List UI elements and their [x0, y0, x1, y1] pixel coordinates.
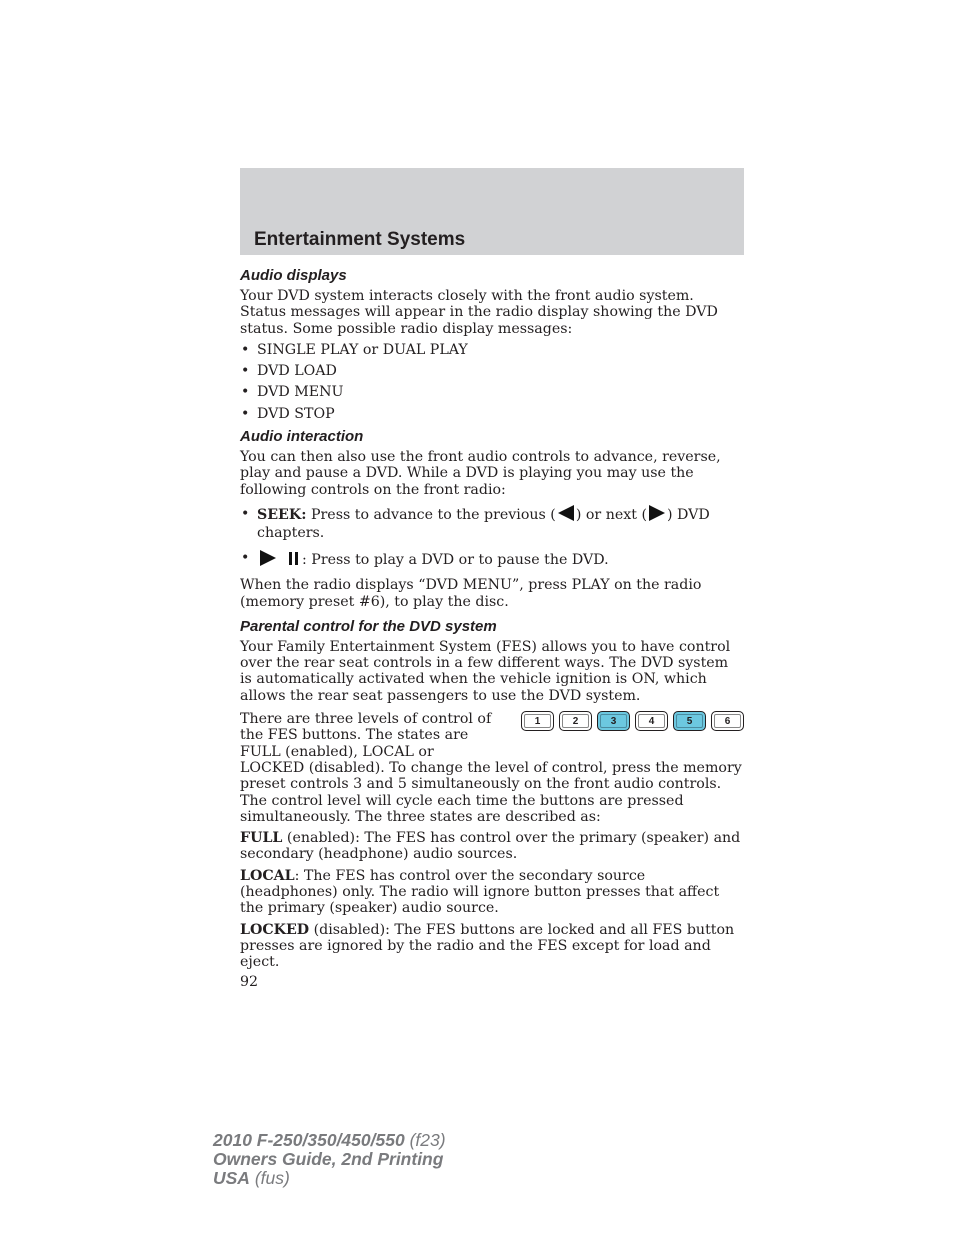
preset-button-5: 5 [673, 711, 706, 731]
next-arrow-icon [649, 505, 665, 521]
heading-audio-interaction: Audio interaction [240, 428, 364, 446]
audio-interaction-intro: You can then also use the front audio controls to advance, reverse, play and pause a DVD. While a DVD is playing you may use the following controls on the front radio: [240, 449, 721, 498]
parental-control-intro: Your Family Entertainment System (FES) allows you to have control over the rear seat controls in a few different ways. The DVD system is automatically activated when the vehicle ignition is ON, which allows the rear seat passengers to use the DVD system. [240, 638, 731, 704]
list-item: • DVD LOAD [240, 363, 744, 379]
audio-displays-intro: Your DVD system interacts closely with the front audio system. Status messages will appear in the radio display showing the DVD status. Some possible radio display messages: [240, 288, 718, 337]
play-icon [260, 550, 276, 566]
heading-audio-displays: Audio displays [240, 267, 347, 284]
full-text: (enabled): The FES has control over the primary (speaker) and secondary (headphone) audio sources. [240, 830, 741, 863]
dvd-menu-note: When the radio displays “DVD MENU”, press PLAY on the radio (memory preset #6), to play the disc. [240, 577, 702, 610]
control-levels-line-3: FULL (enabled), LOCAL or [240, 743, 434, 760]
preset-button-6: 6 [711, 711, 744, 731]
previous-arrow-icon [558, 505, 574, 521]
footer-line-1: 2010 F-250/350/450/550 (f23) [213, 1130, 446, 1150]
control-levels-line-1: There are three levels of control of [240, 711, 492, 728]
preset-button-3: 3 [597, 711, 630, 731]
play-pause-text: : Press to play a DVD or to pause the DVD. [302, 551, 609, 568]
seek-label: SEEK: [257, 506, 307, 523]
preset-button-2: 2 [559, 711, 592, 731]
control-levels-line-2: the FES buttons. The states are [240, 727, 469, 744]
locked-state-description [240, 922, 744, 971]
heading-parental-control: Parental control for the DVD system [240, 617, 497, 635]
control-levels-text: LOCKED (disabled). To change the level of control, press the memory preset controls 3 and 5 simultaneously on the front audio controls. The control level will cycle each time the buttons are pressed simultaneously. The three states are described as: [240, 759, 742, 825]
list-item: • DVD MENU [240, 384, 744, 400]
page-number: 92 [240, 973, 259, 990]
radio-controls-list [240, 505, 744, 568]
full-state-description [240, 830, 744, 863]
display-messages-list [240, 342, 744, 422]
seek-item [240, 505, 744, 542]
list-item: • SINGLE PLAY or DUAL PLAY [240, 342, 744, 358]
seek-text-a: Press to advance to the previous ( [310, 506, 556, 523]
play-pause-item [240, 550, 744, 568]
footer-line-2: Owners Guide, 2nd Printing [213, 1149, 444, 1169]
footer-line-3: USA (fus) [213, 1168, 290, 1188]
pause-icon [288, 552, 299, 565]
preset-buttons-figure [521, 711, 744, 731]
preset-button-1: 1 [521, 711, 554, 731]
local-state-description [240, 868, 744, 917]
local-label: LOCAL [240, 867, 295, 884]
seek-text-b: ) or next ( [575, 506, 648, 523]
full-label: FULL [240, 830, 283, 847]
locked-label: LOCKED [240, 921, 310, 938]
control-levels-block [240, 711, 744, 825]
seek-text-c: ) DVD chapters. [257, 506, 710, 541]
section-title: Entertainment Systems [254, 229, 466, 250]
section-header-band [240, 168, 744, 255]
preset-button-4: 4 [635, 711, 668, 731]
locked-text: (disabled): The FES buttons are locked and all FES button presses are ignored by the radio and the FES except for load and eject. [240, 921, 735, 971]
document-footer [213, 1131, 446, 1188]
list-item: • DVD STOP [240, 406, 744, 422]
local-text: : The FES has control over the secondary source (headphones) only. The radio will ignore button presses that affect the primary (speaker) audio source. [240, 867, 720, 917]
page-content [240, 266, 744, 990]
